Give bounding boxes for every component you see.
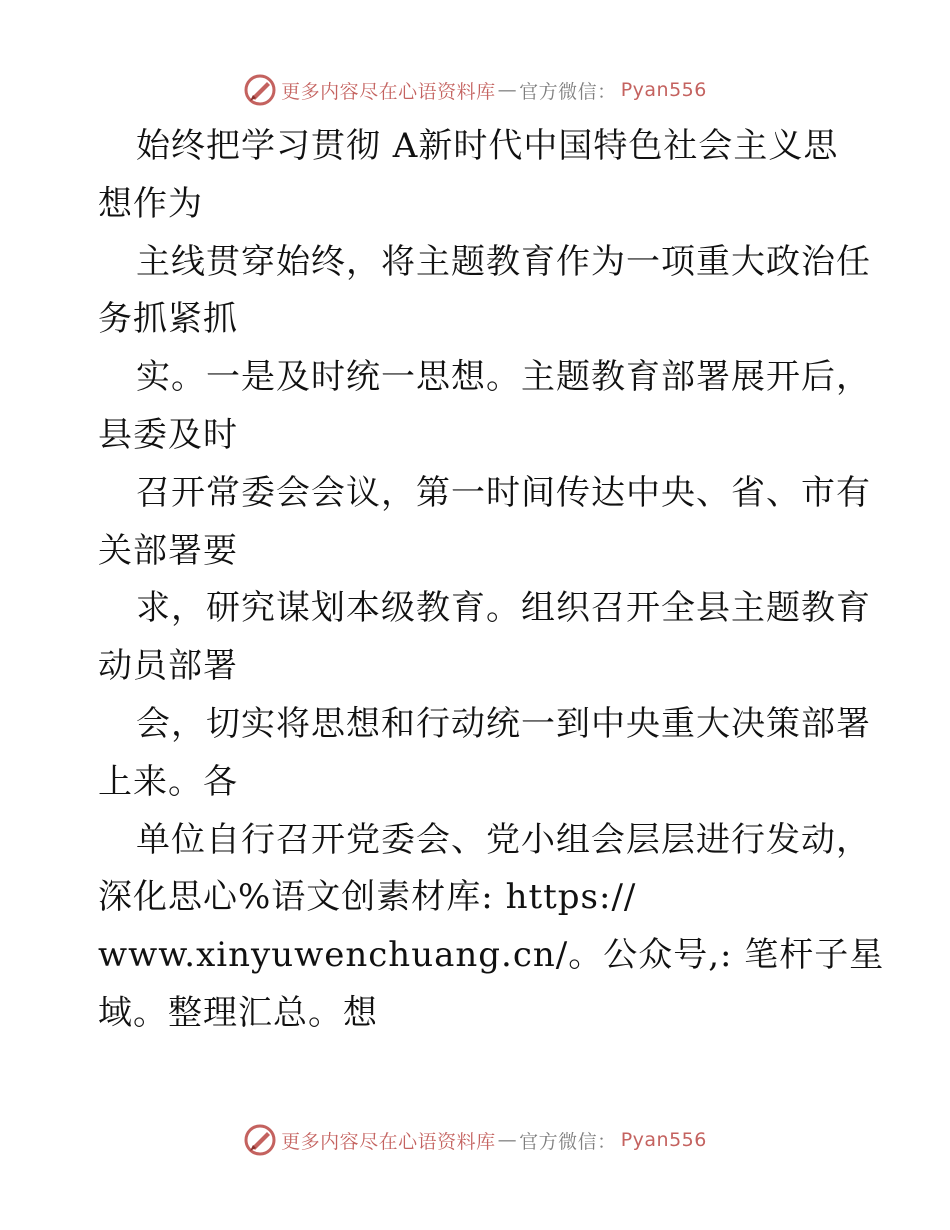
- footer-wechat-id: Pyan556: [620, 1129, 707, 1151]
- text-line: 求，研究谋划本级教育。组织召开全县主题教育: [136, 588, 871, 629]
- text-line: www.xinyuwenchuang.cn/。公众号,: 笔杆子星: [98, 935, 885, 976]
- document-body: [98, 118, 885, 1043]
- header-wechat-id: Pyan556: [620, 79, 707, 101]
- header-site-text: 更多内容尽在心语资料库: [281, 80, 496, 103]
- quill-logo-icon: [243, 1123, 277, 1157]
- text-line: 始终把学习贯彻 A新时代中国特色社会主义思: [136, 126, 839, 166]
- header-contact-label: 官方微信：: [519, 80, 617, 103]
- text-line: 会，切实将思想和行动统一到中央重大决策部署: [136, 703, 871, 744]
- text-line: 动员部署: [98, 646, 238, 687]
- text-line: 单位自行召开党委会、党小组会层层进行发动，: [136, 819, 871, 860]
- text-line: 关部署要: [98, 530, 238, 571]
- footer-contact-label: 官方微信：: [519, 1130, 617, 1153]
- text-line: 主线贯穿始终，将主题教育作为一项重大政治任: [136, 241, 871, 282]
- text-line: 域。整理汇总。想: [98, 992, 378, 1033]
- footer-watermark-banner: [0, 1120, 950, 1160]
- header-separator: —: [497, 79, 518, 101]
- quill-logo-icon: [243, 73, 277, 107]
- footer-separator: —: [497, 1129, 518, 1151]
- text-line: 深化思心%语文创素材库: https://: [98, 877, 637, 918]
- text-line: 召开常委会会议，第一时间传达中央、省、市有: [136, 472, 871, 513]
- footer-site-text: 更多内容尽在心语资料库: [281, 1130, 496, 1153]
- text-line: 上来。各: [98, 761, 238, 802]
- header-watermark-banner: [0, 70, 950, 110]
- text-line: 想作为: [98, 183, 203, 224]
- text-line: 县委及时: [98, 414, 238, 455]
- text-line: 实。一是及时统一思想。主题教育部署展开后，: [136, 357, 871, 398]
- text-line: 务抓紧抓: [98, 299, 238, 340]
